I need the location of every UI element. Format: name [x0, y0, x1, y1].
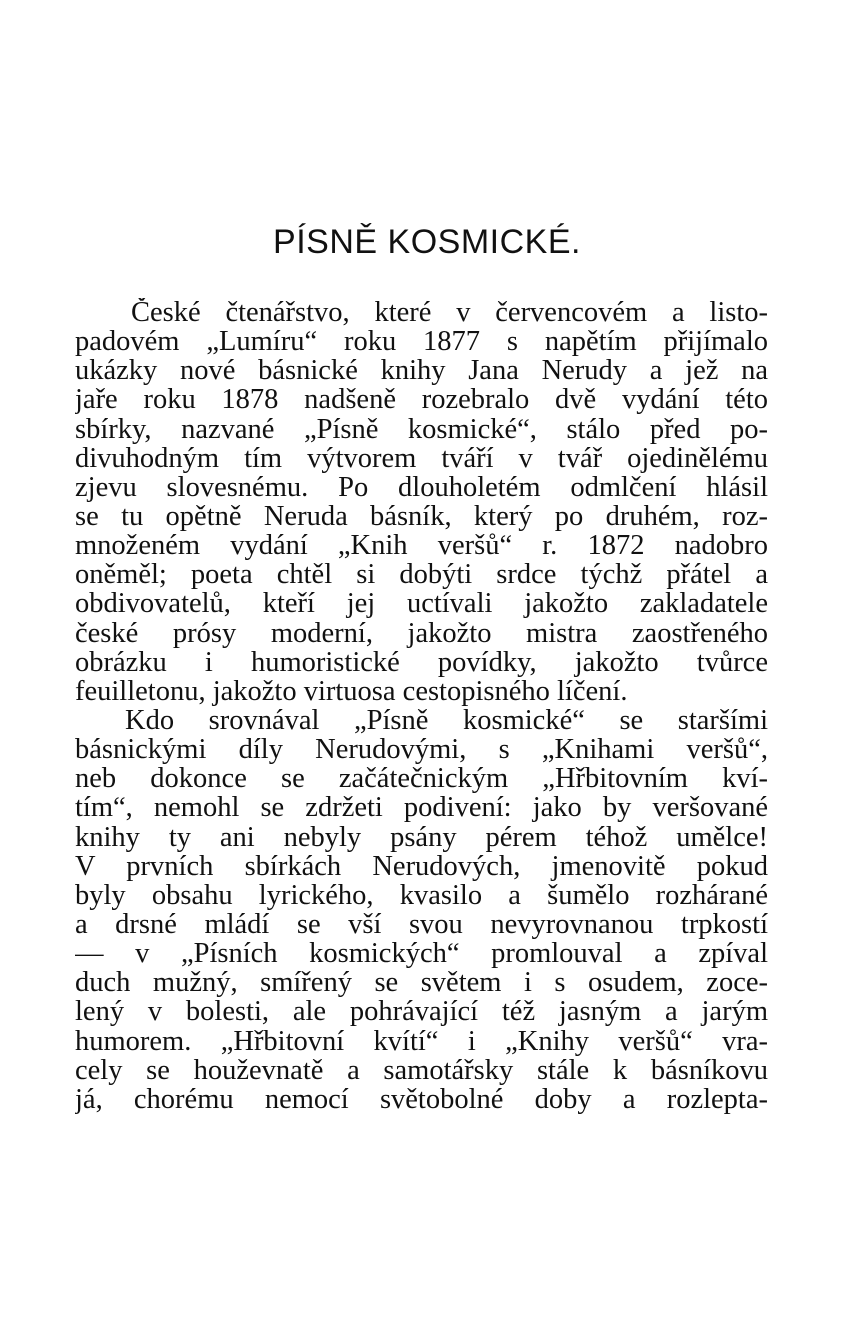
- text-line: V prvních sbírkách Nerudových, jmenovitě pokud: [75, 851, 768, 881]
- text-line: humorem. „Hřbitovní kvítí“ i „Knihy veršů“ vra-: [75, 1026, 768, 1056]
- text-line: jaře roku 1878 nadšeně rozebralo dvě vydání této: [75, 385, 768, 415]
- text-line: ukázky nové básnické knihy Jana Nerudy a jež na: [75, 356, 768, 386]
- text-line: se tu opětně Neruda básník, který po druhém, roz-: [75, 501, 768, 532]
- text-line: — v „Písních kosmických“ promlouval a zpíval: [75, 939, 768, 969]
- text-line: sbírky, nazvané „Písně kosmické“, stálo před po-: [75, 414, 768, 444]
- text-line: neb dokonce se začátečnickým „Hřbitovním kví-: [75, 764, 768, 794]
- chapter-title: PÍSNĚ KOSMICKÉ.: [273, 223, 581, 261]
- body-text: [75, 298, 768, 1114]
- text-line: duch mužný, smířený se světem i s osudem, zoce-: [75, 968, 768, 998]
- text-line: divuhodným tím výtvorem tváří v tvář ojedinělému: [75, 443, 768, 473]
- text-line: já, chorému nemocí světobolné doby a rozlepta-: [75, 1084, 768, 1114]
- text-line: Kdo srovnával „Písně kosmické“ se staršími: [125, 705, 768, 736]
- text-line: feuilletonu, jakožto virtuosa cestopisného líčení.: [75, 676, 628, 706]
- text-line: obrázku i humoristické povídky, jakožto tvůrce: [75, 647, 768, 677]
- text-line: cely se houževnatě a samotářsky stále k básníkovu: [75, 1055, 768, 1085]
- text-line: knihy ty ani nebyly psány pérem téhož umělce!: [75, 822, 768, 852]
- text-line: oněměl; poeta chtěl si dobýti srdce týchž přátel a: [75, 560, 768, 590]
- text-line: básnickými díly Nerudovými, s „Knihami veršů“,: [75, 735, 768, 765]
- text-line: tím“, nemohl se zdržeti podivení: jako by veršované: [75, 793, 768, 823]
- text-line: české prósy moderní, jakožto mistra zaostřeného: [75, 618, 768, 648]
- text-line: množeném vydání „Knih veršů“ r. 1872 nadobro: [75, 531, 768, 561]
- text-line: lený v bolesti, ale pohrávající též jasným a jarým: [75, 997, 768, 1027]
- text-line: a drsné mládí se vší svou nevyrovnanou trpkostí: [75, 909, 768, 940]
- text-line: obdivovatelů, kteří jej uctívali jakožto zakladatele: [75, 589, 768, 619]
- text-line: zjevu slovesnému. Po dlouholetém odmlčení hlásil: [75, 472, 768, 502]
- text-line: České čtenářstvo, které v červencovém a listo-: [131, 298, 768, 328]
- text-line: byly obsahu lyrického, kvasilo a šumělo rozhárané: [75, 880, 768, 910]
- text-line: padovém „Lumíru“ roku 1877 s napětím přijímalo: [75, 327, 768, 357]
